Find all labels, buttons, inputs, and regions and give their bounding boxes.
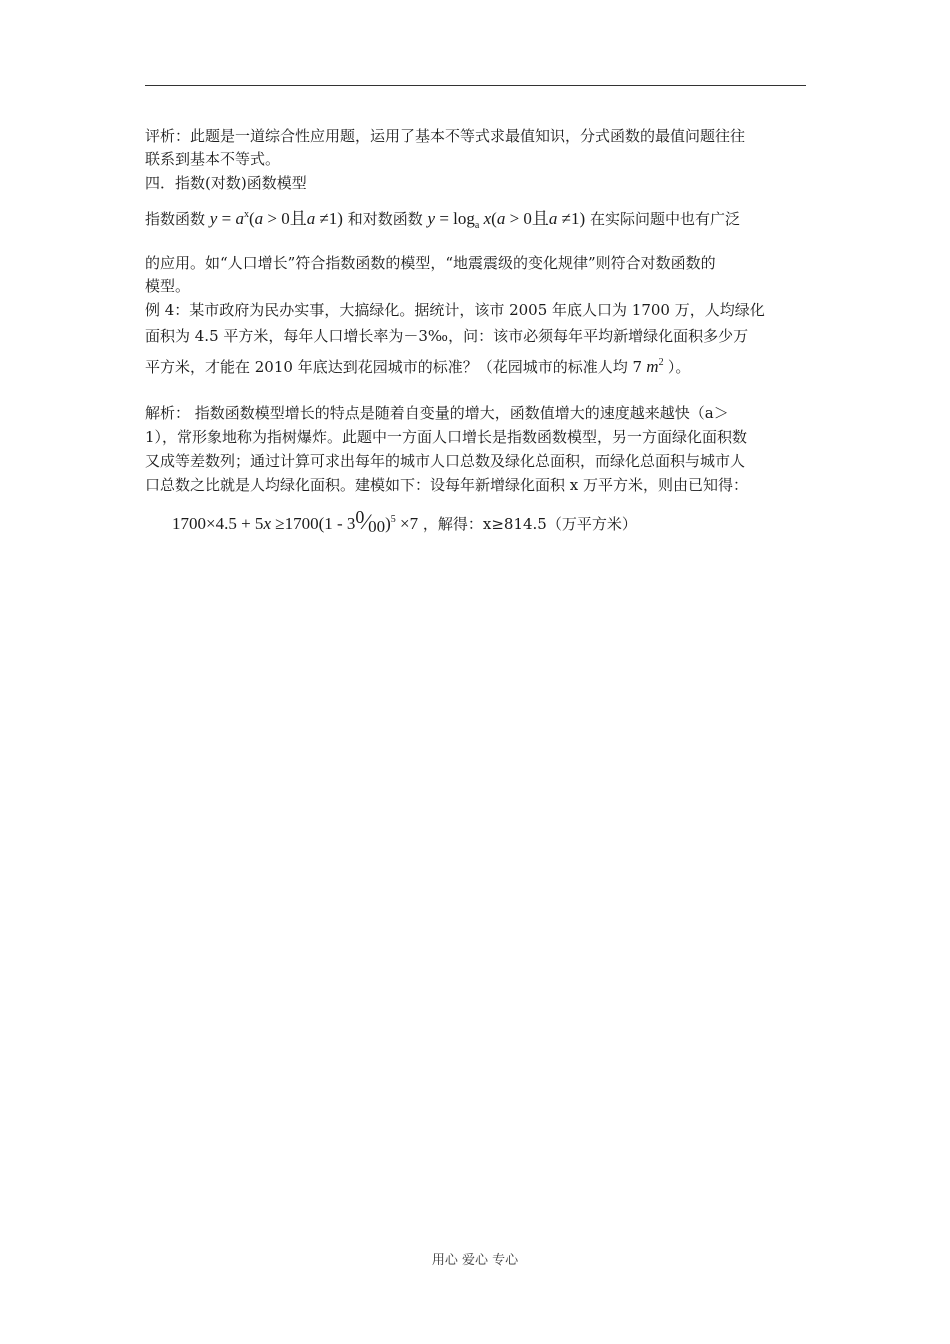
solution-line-1: 解析： 指数函数模型增长的特点是随着自变量的增大，函数值增大的速度越来越快（a＞ bbox=[145, 404, 729, 422]
header-rule bbox=[145, 85, 806, 86]
model-suffix: 在实际问题中也有广泛 bbox=[589, 210, 740, 228]
example-line-3-end: ）。 bbox=[667, 358, 691, 376]
page-footer: 用心 爱心 专心 bbox=[431, 1253, 519, 1268]
exponential-formula: $y = a^x(a > 0$且a ≠1) bbox=[209, 209, 343, 228]
inequality-formula: 1700×4.5 + 5x ≥1700(1 - 30⁄00)$^5$ ×7 bbox=[172, 507, 419, 536]
inequality-line bbox=[172, 508, 806, 541]
example-line-2: 面积为 4.5 平方米，每年人口增长率为－3‰，问：该市必须每年平均新增绿化面积多少万 bbox=[145, 327, 749, 345]
comment-line-2: 联系到基本不等式。 bbox=[145, 150, 281, 168]
model-line-1 bbox=[145, 208, 806, 233]
model-line-2: 的应用。如“人口增长”符合指数函数的模型，“地震震级的变化规律”则符合对数函数的 bbox=[145, 254, 716, 272]
example-line-3 bbox=[145, 356, 806, 381]
model-line-3: 模型。 bbox=[145, 277, 191, 295]
example-line-1: 例 4：某市政府为民办实事，大搞绿化。据统计，该市 2005 年底人口为 1700 万，人均绿化 bbox=[145, 301, 765, 319]
example-line-3-text: 平方米，才能在 2010 年底达到花园城市的标准？（花园城市的标准人均 7 bbox=[145, 358, 643, 376]
unit-square-meters: $m^2$ bbox=[646, 357, 664, 376]
inequality-result: ，解得：x≥814.5（万平方米） bbox=[422, 515, 637, 533]
logarithm-formula: $y = \log_a x(a > 0$且a ≠1) bbox=[427, 209, 586, 231]
section-heading: 四．指数(对数)函数模型 bbox=[145, 174, 307, 192]
model-middle: 和对数函数 bbox=[347, 210, 423, 228]
solution-line-4: 口总数之比就是人均绿化面积。建模如下：设每年新增绿化面积 x 万平方米，则由已知得： bbox=[145, 476, 748, 494]
solution-line-2: 1），常形象地称为指树爆炸。此题中一方面人口增长是指数函数模型，另一方面绿化面积数 bbox=[145, 428, 748, 446]
model-prefix: 指数函数 bbox=[145, 210, 206, 228]
solution-line-3: 又成等差数列；通过计算可求出每年的城市人口总数及绿化总面积，而绿化总面积与城市人 bbox=[145, 452, 746, 470]
comment-line-1: 评析：此题是一道综合性应用题，运用了基本不等式求最值知识，分式函数的最值问题往往 bbox=[145, 127, 746, 145]
